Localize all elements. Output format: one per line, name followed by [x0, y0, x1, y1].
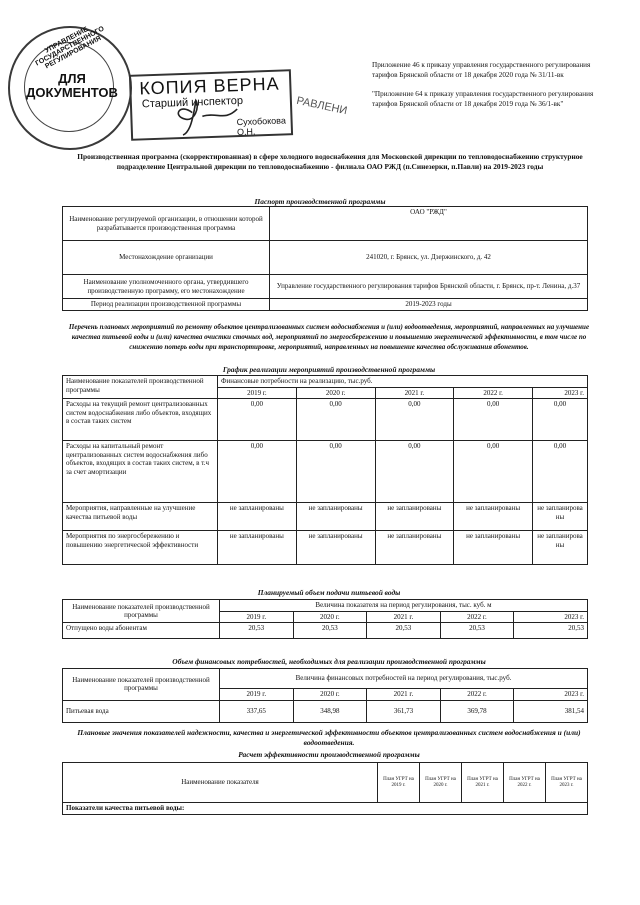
- water-header-row: [63, 600, 588, 612]
- schedule-value: не запланированы: [454, 531, 533, 565]
- passport-table: [62, 206, 588, 311]
- water-label: Отпущено воды абонентам: [63, 623, 220, 639]
- reliability-title: Плановые значения показателей надежности, качества и энергетической эффективности объектов централизованных систем водоснабжения и (или) водоотведения.: [77, 728, 581, 747]
- schedule-value: не запланированы: [218, 503, 297, 531]
- finance-header-right: Величина финансовых потребностей на период регулирования, тыс.руб.: [220, 669, 588, 689]
- schedule-table: [62, 375, 588, 565]
- finance-label: Питьевая вода: [63, 700, 220, 722]
- year-cell: 2021 г.: [367, 611, 441, 623]
- passport-row: [63, 241, 588, 275]
- schedule-row: [63, 399, 588, 441]
- schedule-row: [63, 503, 588, 531]
- passport-row: [63, 207, 588, 241]
- year-cell: 2019 г.: [220, 611, 294, 623]
- schedule-value: 0,00: [533, 441, 588, 503]
- copy-stamp: [129, 69, 293, 141]
- calc-title: Расчет эффективности производственной программы: [238, 750, 420, 759]
- year-cell: 2023 г.: [514, 611, 588, 623]
- appendix-note: [372, 60, 602, 118]
- schedule-label: Расходы на капитальный ремонт централизованных систем водоснабжения либо объектов, входящих в состав таких систем, в т.ч за счет амортизации: [63, 441, 218, 503]
- plan-header: План УГРТ на 2020 г.: [420, 763, 462, 803]
- plan-header: План УГРТ на 2022 г.: [504, 763, 546, 803]
- year-cell: 2020 г.: [293, 689, 367, 701]
- stamp-ring-text: УПРАВЛЕНИЕ ГОСУДАРСТВЕННОГО РЕГУЛИРОВАНИЯ: [34, 25, 106, 71]
- schedule-value: 0,00: [533, 399, 588, 441]
- water-value: 20,53: [367, 623, 441, 639]
- schedule-value: 0,00: [454, 441, 533, 503]
- water-value: 20,53: [220, 623, 294, 639]
- schedule-value: не запланированы: [296, 531, 375, 565]
- schedule-value: 0,00: [375, 441, 454, 503]
- stamp-word-2: ДОКУМЕНТОВ: [26, 85, 118, 100]
- year-cell: 2022 г.: [454, 387, 533, 399]
- schedule-title: График реализации мероприятий производственной программы: [222, 365, 436, 374]
- schedule-value: 0,00: [454, 399, 533, 441]
- schedule-value: 0,00: [375, 399, 454, 441]
- year-cell: 2023 г.: [514, 689, 588, 701]
- water-header-left: Наименование показателей производственной программы: [63, 600, 220, 623]
- schedule-label: Расходы на текущий ремонт централизованных систем водоснабжения либо объектов, входящих в состав таких систем: [63, 399, 218, 441]
- water-table: [62, 599, 588, 639]
- passport-value: ОАО "РЖД": [270, 207, 588, 241]
- schedule-value: 0,00: [296, 399, 375, 441]
- finance-row: [63, 700, 588, 722]
- water-value: 20,53: [514, 623, 588, 639]
- schedule-header-row: [63, 376, 588, 388]
- document-title: Производственная программа (скорректированная) в сфере холодного водоснабжения для Московской дирекции по тепловодоснабжению структурное подразделение Центральной дирекции по тепловодоснабжению - филиала ОАО РЖД (п.Синезерки, п.Павли) на 2019-2023 годы: [77, 152, 583, 171]
- passport-label: Местонахождение организации: [63, 241, 270, 275]
- passport-row: [63, 299, 588, 311]
- passport-label: Период реализации производственной программы: [63, 299, 270, 311]
- year-cell: 2019 г.: [218, 387, 297, 399]
- year-cell: 2023 г.: [533, 387, 588, 399]
- efficiency-header-left: Наименование показателя: [63, 763, 378, 803]
- schedule-label: Мероприятия, направленные на улучшение качества питьевой воды: [63, 503, 218, 531]
- year-cell: 2021 г.: [367, 689, 441, 701]
- water-row: [63, 623, 588, 639]
- year-cell: 2020 г.: [296, 387, 375, 399]
- finance-header-row: [63, 669, 588, 689]
- schedule-label: Мероприятия по энергосбережению и повышению энергетической эффективности: [63, 531, 218, 565]
- year-cell: 2021 г.: [375, 387, 454, 399]
- schedule-value: не запланированы: [454, 503, 533, 531]
- schedule-value: не запланированы: [218, 531, 297, 565]
- finance-header-left: Наименование показателей производственной программы: [63, 669, 220, 701]
- finance-title: Объем финансовых потребностей, необходимых для реализации производственной программы: [172, 657, 486, 666]
- passport-label: Наименование уполномоченного органа, утвердившего производственную программу, его местонахождение: [63, 275, 270, 299]
- appendix-p1: Приложение 46 к приказу управления государственного регулирования тарифов Брянской области от 18 декабря 2020 года № 31/11-вк: [372, 61, 591, 79]
- stamp-word-1: ДЛЯ: [58, 71, 86, 86]
- schedule-value: не запланирова ны: [533, 503, 588, 531]
- year-cell: 2022 г.: [440, 611, 514, 623]
- finance-value: 361,73: [367, 700, 441, 722]
- finance-value: 369,78: [440, 700, 514, 722]
- schedule-row: [63, 441, 588, 503]
- finance-value: 381,54: [514, 700, 588, 722]
- signature-icon: [162, 91, 243, 138]
- water-title: Планируемый объем подачи питьевой воды: [257, 588, 401, 597]
- schedule-value: не запланированы: [375, 503, 454, 531]
- schedule-value: не запланирова ны: [533, 531, 588, 565]
- schedule-header-right: Финансовые потребности на реализацию, тыс.руб.: [218, 376, 588, 388]
- finance-value: 348,98: [293, 700, 367, 722]
- water-value: 20,53: [440, 623, 514, 639]
- round-stamp: [8, 26, 132, 150]
- finance-table: [62, 668, 588, 723]
- schedule-value: 0,00: [218, 441, 297, 503]
- copy-stamp-title: КОПИЯ ВЕРНА: [139, 73, 280, 99]
- schedule-value: не запланированы: [296, 503, 375, 531]
- passport-title: Паспорт производственной программы: [254, 197, 386, 206]
- efficiency-section-row: [63, 803, 588, 815]
- faded-stamp-text: РАВЛЕНИ: [295, 94, 349, 118]
- year-cell: 2022 г.: [440, 689, 514, 701]
- passport-value: 241020, г. Брянск, ул. Дзержинского, д. 42: [270, 241, 588, 275]
- passport-value: Управление государственного регулирования тарифов Брянской области, г. Брянск, пр-т. Ленина, д.37: [270, 275, 588, 299]
- efficiency-header-row: [63, 763, 588, 803]
- plan-header: План УГРТ на 2019 г.: [378, 763, 420, 803]
- copy-stamp-position: Старший инспектор: [141, 94, 244, 111]
- finance-value: 337,65: [220, 700, 294, 722]
- schedule-value: 0,00: [218, 399, 297, 441]
- schedule-value: не запланированы: [375, 531, 454, 565]
- appendix-p2: "Приложение 64 к приказу управления государственного регулирования тарифов Брянской области от 18 декабря 2019 года № 36/1-вк": [372, 90, 594, 108]
- copy-stamp-name: Сухобокова О.Н.: [236, 115, 287, 138]
- measures-title: Перечень плановых мероприятий по ремонту объектов централизованных систем водоснабжения и (или) водоотведения, мероприятий, направленных на улучшение качества питьевой воды и (или) качества очистки сточных вод, мероприятий по энергосбережению и повышению энергетической эффективности, в том числе по снижению потерь воды при транспортировке, мероприятий, направленных на повышение качества обслуживания абонентов.: [68, 323, 590, 351]
- water-value: 20,53: [293, 623, 367, 639]
- water-header-right: Величина показателя на период регулирования, тыс. куб. м: [220, 600, 588, 612]
- schedule-row: [63, 531, 588, 565]
- year-cell: 2019 г.: [220, 689, 294, 701]
- plan-header: План УГРТ на 2023 г.: [546, 763, 588, 803]
- passport-value: 2019-2023 годы: [270, 299, 588, 311]
- schedule-value: 0,00: [296, 441, 375, 503]
- passport-label: Наименование регулируемой организации, в отношении которой разрабатывается производственная программа: [63, 207, 270, 241]
- schedule-header-left: Наименование показателей производственной программы: [63, 376, 218, 399]
- efficiency-section-label: Показатели качества питьевой воды:: [63, 803, 588, 815]
- plan-header: План УГРТ на 2021 г.: [462, 763, 504, 803]
- efficiency-table: [62, 762, 588, 815]
- year-cell: 2020 г.: [293, 611, 367, 623]
- passport-row: [63, 275, 588, 299]
